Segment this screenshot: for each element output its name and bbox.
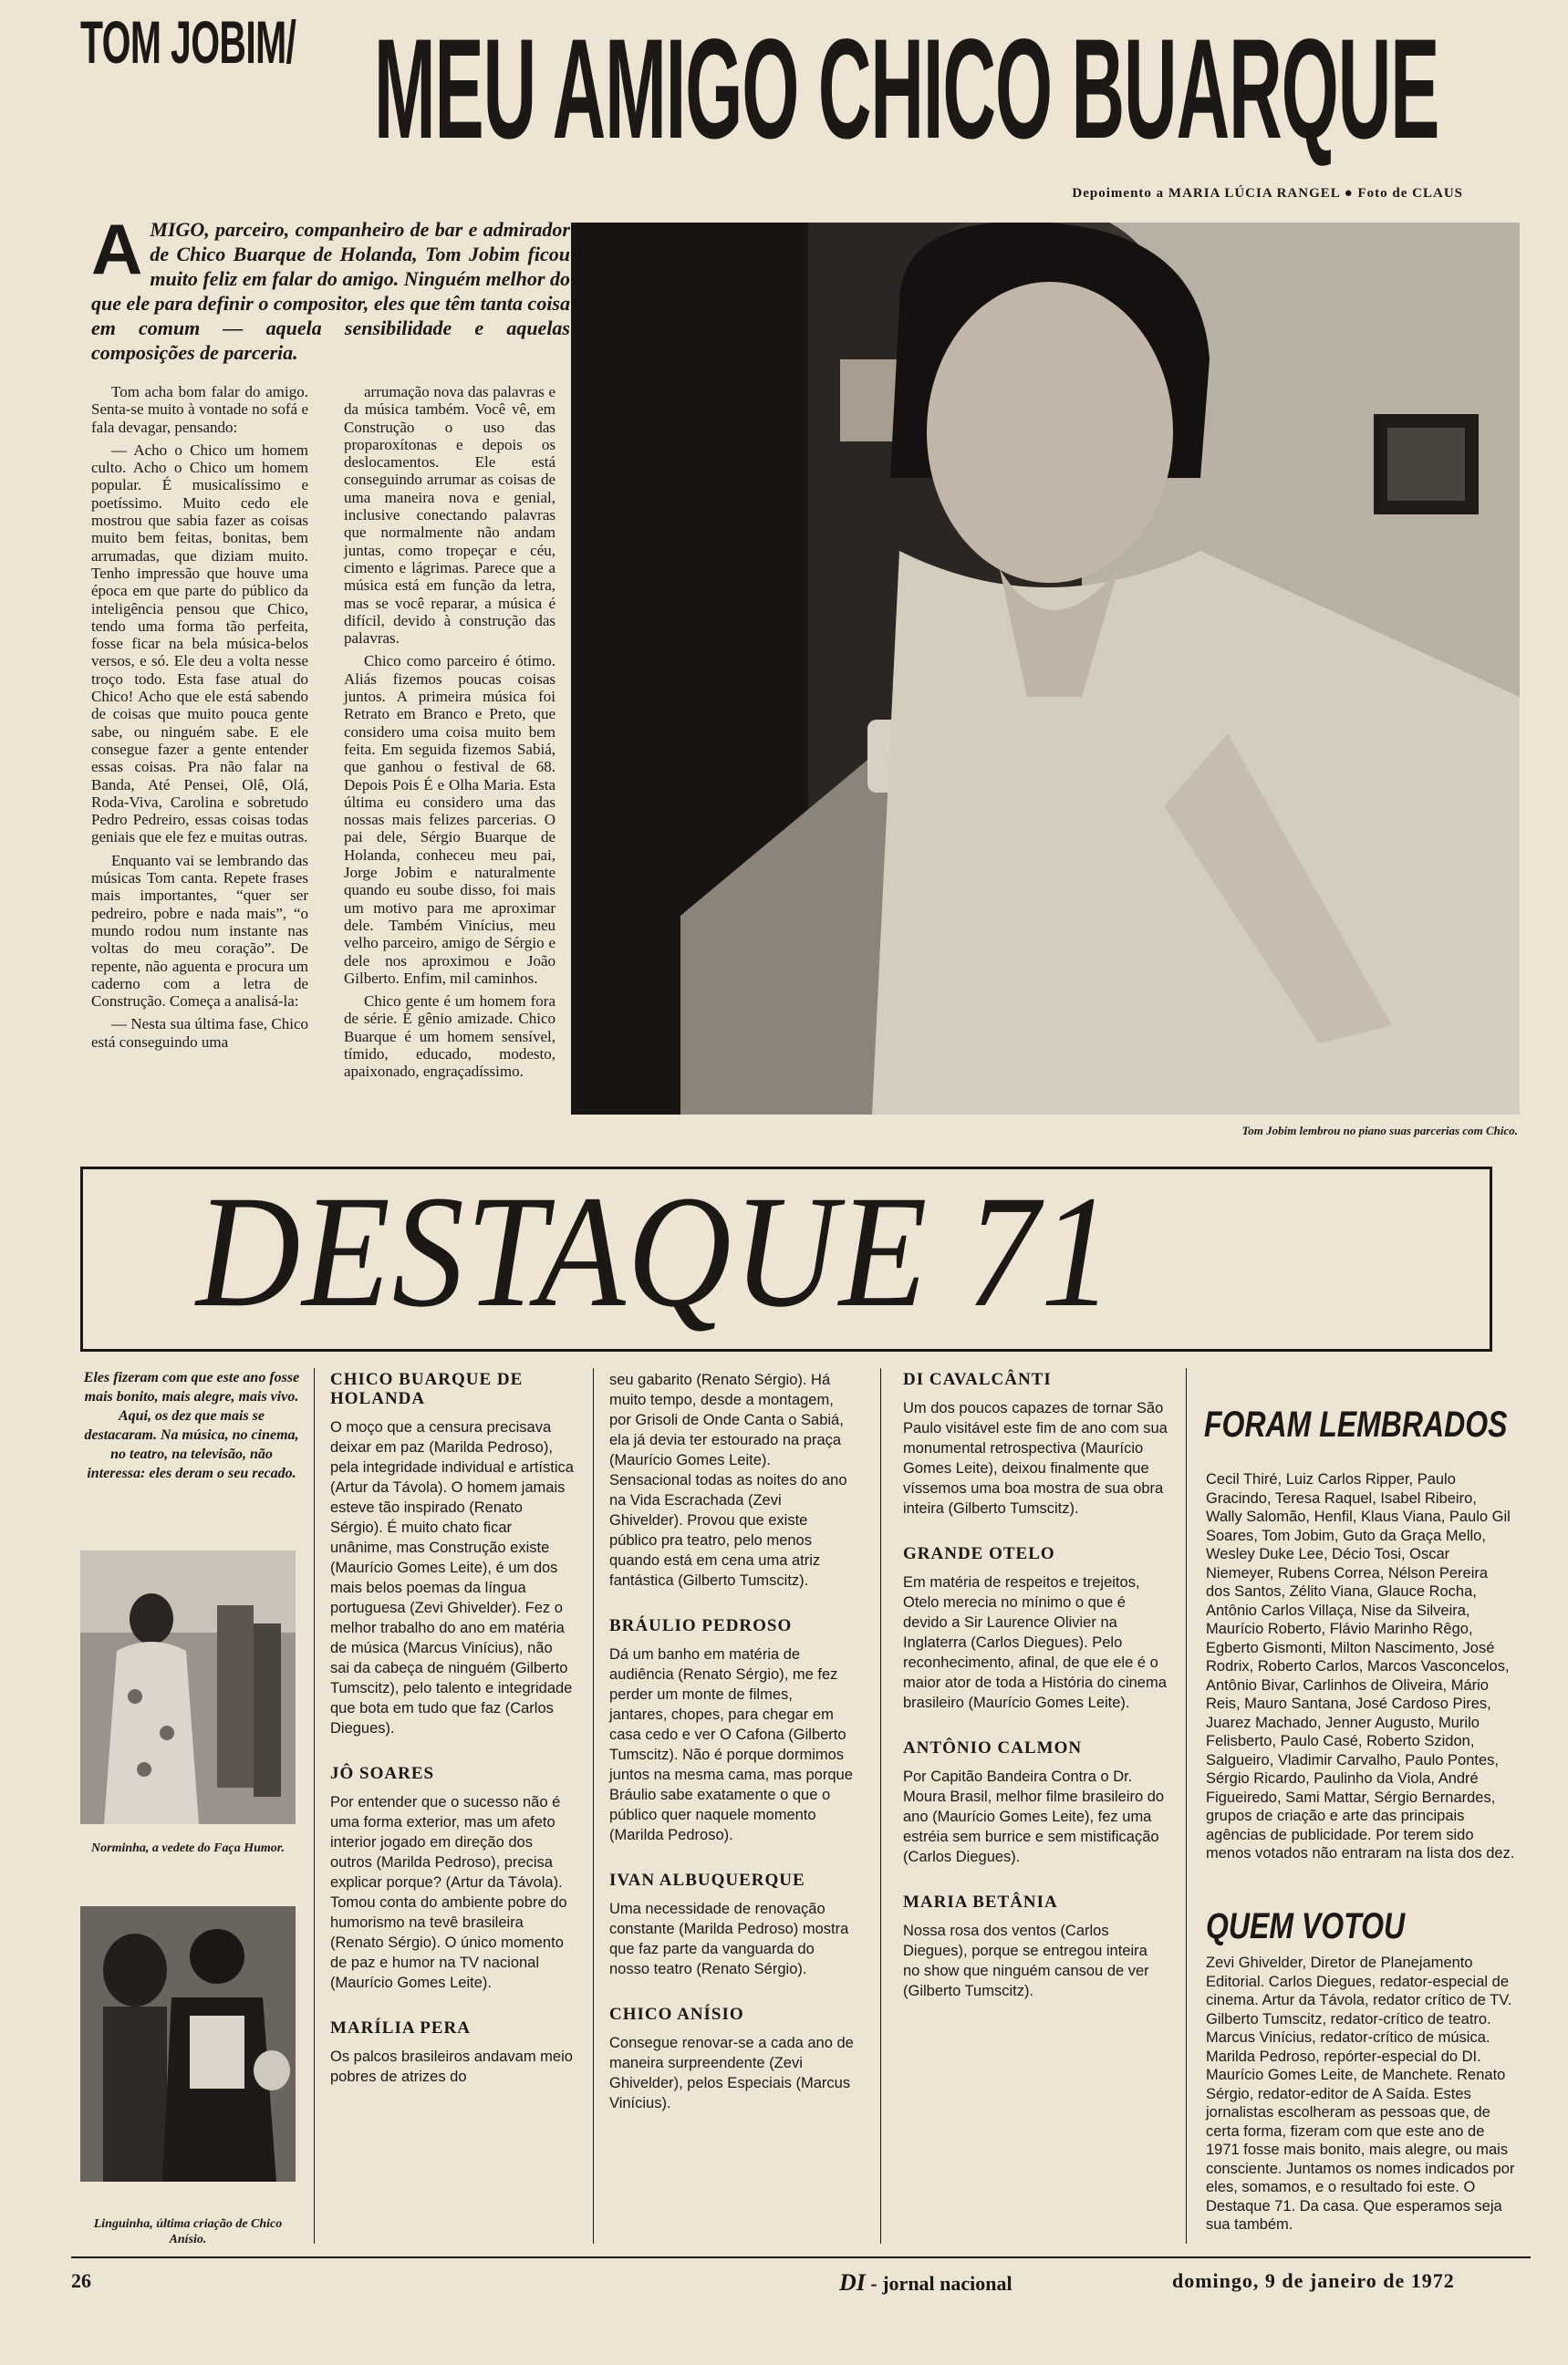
publication-name <box>839 2269 1012 2297</box>
paragraph: — Acho o Chico um homem culto. Acho o Chico um homem popular. É musicalíssimo e poetíssimo. Muito cedo ele mostrou que sabia fazer as coisas muito bem feitas, bonitas, bem arrumadas, que diziam muito. Tenho impressão que houve uma época em que parte do público da inteligência pensou que Chico, tendo uma forma tão perfeita, fosse ficar na bela música-belos versos, e só. Ele deu a volta nesse troço todo. Esta fase atual do Chico! Acho que ele está sabendo de coisas que muito pouca gente sabe, ou ninguém sabe. E ele consegue fazer a gente entender essas coisas. Pra não falar na Banda, Até Pensei, Olê, Olá, Roda-Viva, Carolina e sobretudo Pedro Pedreiro, essas coisas todas geniais que ele fez e muitas outras. <box>91 441 308 846</box>
intro-text: MIGO, parceiro, companheiro de bar e admirador de Chico Buarque de Holanda, Tom Jobim ficou muito feliz em falar do amigo. Ninguém melhor do que ele para definir o compositor, eles que têm tanta coisa em comum — aquela sensibilidade e aquelas composições de parceria. <box>91 218 570 364</box>
review-text: Em matéria de respeitos e trejeitos, Otelo merecia no mínimo o que é devido a Sir Laurence Olivier na Inglaterra (Carlos Diegues). Pelo reconhecimento, afinal, de que ele é o maior ator de toda a História do cinema brasileiro (Maurício Gomes Leite). <box>903 1574 1167 1711</box>
sidebar-title-foram-lembrados: FORAM LEMBRADOS <box>1204 1405 1508 1445</box>
review-text: Um dos poucos capazes de tornar São Paulo visitável este fim de ano com sua monumental retrospectiva (Maurício Gomes Leite), deixou finalmente que víssemos uma boa mostra de sua obra inteira (Gilberto Tumscitz). <box>903 1400 1168 1517</box>
publication-title: - jornal nacional <box>865 2272 1012 2295</box>
review-title: BRÁULIO PEDROSO <box>609 1616 793 1635</box>
sidebar-text-quem-votou: Zevi Ghivelder, Diretor de Planejamento Editorial. Carlos Diegues, redator-especial de cinema. Artur da Távola, redator crítico de TV. Gilberto Tumscitz, redator-crítico de teatro. Marcus Vinícius, redator-crítico de música. Marilda Pedroso, repórter-especial do DI. Maurício Gomes Leite, de Manchete. Renato Sérgio, redator-editor de A Saída. Estes jornalistas escolheram as pessoas que, de certa forma, fizeram com que este ano de 1971 fosse mais bonito, mais alegre, ou mais consciente. Juntamos os nomes indicados por eles, somamos, e o resultado foi este. O Destaque 71. Da casa. Que esperamos seja sua também. <box>1206 1955 1515 2233</box>
review-text: O moço que a censura precisava deixar em paz (Marilda Pedroso), pela integridade individual e artística (Artur da Távola). O homem jamais esteve tão inspirado (Renato Sérgio). É muito chato ficar unânime, mas Construção existe (Maurício Gomes Leite), é um dos mais belos poemas da língua portuguesa (Zevi Ghivelder). Fez o melhor trabalho do ano em matéria de música (Marcus Vinícius), não sai da cabeça de ninguém (Gilberto Tumscitz), pelo talento e integridade que bota em tudo que faz (Carlos Diegues). <box>330 1419 574 1737</box>
sidebar-text-foram-lembrados: Cecil Thiré, Luiz Carlos Ripper, Paulo Gracindo, Teresa Raquel, Isabel Ribeiro, Wally Salomão, Henfil, Klaus Viana, Paulo Gil Soares, Tom Jobim, Guto da Graça Mello, Wesley Duke Lee, Décio Tosi, Oscar Niemeyer, Rubens Correa, Nélson Pereira dos Santos, Zélito Viana, Glauce Rocha, Antônio Carlos Villaça, Nise da Silveira, Maurício Roberto, Flávio Marinho Rêgo, Egberto Gismonti, Milton Nascimento, José Rodrix, Roberto Carlos, Marcos Vasconcelos, Antônio Bivar, Carlinhos de Oliveira, Mário Reis, Mauro Santana, José Cardoso Pires, Juarez Machado, Jenner Augusto, Murilo Felisberto, Paulo Casé, Roberto Szidon, Salgueiro, Vladimir Carvalho, Paulo Pontes, Sérgio Ricardo, Paulinho da Viola, André Figueiredo, Sami Mattar, Sérgio Bernardes, grupos de criação e arte das principais agências de publicidade. Por terem sido menos votados não entraram na lista dos dez. <box>1206 1471 1515 1862</box>
column-rule <box>314 1368 315 2244</box>
paragraph: arrumação nova das palavras e da música também. Você vê, em Construção o uso das proparoxítonas e depois os deslocamentos. Ele está conseguindo arrumar as coisas de uma maneira nova e genial, inclusive conectando palavras que normalmente não andam juntas, como tropeçar e céu, cimento e lágrimas. Parece que a música está em função da letra, mas se você reparar, a música é difícil, devido à construção das palavras. <box>344 383 556 648</box>
review-title: JÔ SOARES <box>330 1764 435 1783</box>
review-text: Consegue renovar-se a cada ano de maneira surpreendente (Zevi Ghivelder), pelos Especiais (Marcus Vinícius). <box>609 2035 854 2111</box>
photo-norminha <box>80 1551 296 1824</box>
column-rule <box>1186 1368 1187 2244</box>
review-column-2 <box>609 1370 854 2139</box>
photo-illustration <box>80 1551 296 1824</box>
page-headline: MEU AMIGO CHICO BUARQUE <box>374 10 1439 169</box>
paragraph: Chico como parceiro é ótimo. Aliás fizemos poucas coisas juntos. A primeira música foi Retrato em Branco e Preto, que considero uma coisa muito bem feita. Em seguida fizemos Sabiá, que ganhou o festival de 68. Depois Pois É e Olha Maria. Esta última eu considero uma das nossas mais felizes parcerias. O pai dele, Sérgio Buarque de Holanda, conheceu meu pai, Jorge Jobim e naturalmente quando eu soube disso, foi mais um motivo para me aproximar dele. Também Vinícius, meu velho parceiro, amigo de Sérgio e dele nos aproximou e João Gilberto. Enfim, mil caminhos. <box>344 652 556 987</box>
section-kicker: TOM JOBIM/ <box>80 8 296 76</box>
review-column-3 <box>903 1370 1168 2027</box>
review-text: Por Capitão Bandeira Contra o Dr. Moura Brasil, melhor filme brasileiro do ano (Maurício Gomes Leite), fez uma estréia sem burrice e sem mistificação (Carlos Diegues). <box>903 1769 1165 1865</box>
photo-illustration <box>571 223 1520 1115</box>
review-title: IVAN ALBUQUERQUE <box>609 1871 805 1890</box>
photo-tom-jobim <box>571 223 1520 1115</box>
review-text: Nossa rosa dos ventos (Carlos Diegues), porque se entregou inteira no show que ninguém cansou de ver (Gilberto Tumscitz). <box>903 1923 1149 1999</box>
footer-rule <box>71 2256 1531 2258</box>
review-title: GRANDE OTELO <box>903 1544 1055 1563</box>
caption-norminha: Norminha, a vedete do Faça Humor. <box>91 1841 285 1855</box>
article-intro <box>91 209 570 365</box>
photo-illustration <box>80 1906 296 2182</box>
caption-linguinha: Linguinha, última criação de Chico Anísio. <box>93 2217 283 2246</box>
paragraph: — Nesta sua última fase, Chico está conseguindo uma <box>91 1015 308 1051</box>
paragraph: Chico gente é um homem fora de série. É gênio amizade. Chico Buarque é um homem sensível, tímido, educado, modesto, apaixonado, engraçadíssimo. <box>344 992 556 1081</box>
drop-cap: A <box>91 209 143 289</box>
article-column-1 <box>91 383 308 1056</box>
photo-caption: Tom Jobim lembrou no piano suas parcerias com Chico. <box>1241 1124 1518 1137</box>
column-rule <box>880 1368 881 2244</box>
review-text: Uma necessidade de renovação constante (Marilda Pedroso) mostra que faz parte da vanguarda do nosso teatro (Renato Sérgio). <box>609 1901 849 1977</box>
column-rule <box>593 1368 594 2244</box>
paragraph: Enquanto vai se lembrando das músicas Tom canta. Repete frases mais importantes, “quer ser pedreiro, pobre e nada mais”, “o mundo rodou num instante nas voltas do meu coração”. De repente, não aguenta e procura um caderno com a letra de Construção. Começa a analisá-la: <box>91 851 308 1011</box>
review-text: seu gabarito (Renato Sérgio). Há muito tempo, desde a montagem, por Grisoli de Onde Canta o Sabiá, ela já devia ter estourado na praça (Maurício Gomes Leite). Sensacional todas as noites do ano na Vida Escrachada (Zevi Ghivelder). Provou que existe público pra teatro, pelo menos quando está em cena uma atriz fantástica (Gilberto Tumscitz). <box>609 1372 847 1589</box>
publication-logo: DI <box>839 2269 866 2296</box>
issue-date: domingo, 9 de janeiro de 1972 <box>1172 2269 1455 2292</box>
paragraph: Tom acha bom falar do amigo. Senta-se muito à vontade no sofá e fala devagar, pensando: <box>91 383 308 436</box>
destaque-title: DESTAQUE 71 <box>196 1163 1115 1341</box>
review-text: Por entender que o sucesso não é uma forma exterior, mas um afeto interior jogado em direção dos outros (Marilda Pedroso), precisa explicar porque? (Artur da Távola). Tomou conta do ambiente pobre do humorismo na tevê brasileira (Renato Sérgio). O único momento de paz e humor na TV nacional (Maurício Gomes Leite). <box>330 1794 567 1991</box>
review-text: Os palcos brasileiros andavam meio pobres de atrizes do <box>330 2049 573 2085</box>
review-text: Dá um banho em matéria de audiência (Renato Sérgio), me fez perder um monte de filmes, jantares, chopes, para chegar em casa cedo e ver O Cafona (Gilberto Tumscitz). Não é porque dormimos juntos na mesma cama, mas porque Bráulio sabe exatamente o que o público quer naquele momento (Marilda Pedroso). <box>609 1646 853 1843</box>
review-column-1 <box>330 1370 575 2112</box>
review-title: DI CAVALCÂNTI <box>903 1370 1052 1389</box>
review-title: MARIA BETÂNIA <box>903 1893 1058 1912</box>
article-credit: Depoimento a MARIA LÚCIA RANGEL ● Foto de CLAUS <box>1072 186 1463 201</box>
destaque-intro: Eles fizeram com que este ano fosse mais bonito, mais alegre, mais vivo. Aqui, os dez que mais se destacaram. Na música, no cinema, no teatro, na televisão, não interessa: eles deram o seu recado. <box>83 1370 300 1481</box>
review-title: CHICO BUARQUE DE HOLANDA <box>330 1370 524 1408</box>
page-number: 26 <box>71 2269 91 2292</box>
review-title: MARÍLIA PERA <box>330 2018 471 2038</box>
review-title: CHICO ANÍSIO <box>609 2005 744 2024</box>
sidebar-title-quem-votou: QUEM VOTOU <box>1206 1906 1406 1946</box>
article-column-2 <box>344 383 556 1086</box>
photo-linguinha <box>80 1906 296 2182</box>
review-title: ANTÔNIO CALMON <box>903 1738 1083 1758</box>
